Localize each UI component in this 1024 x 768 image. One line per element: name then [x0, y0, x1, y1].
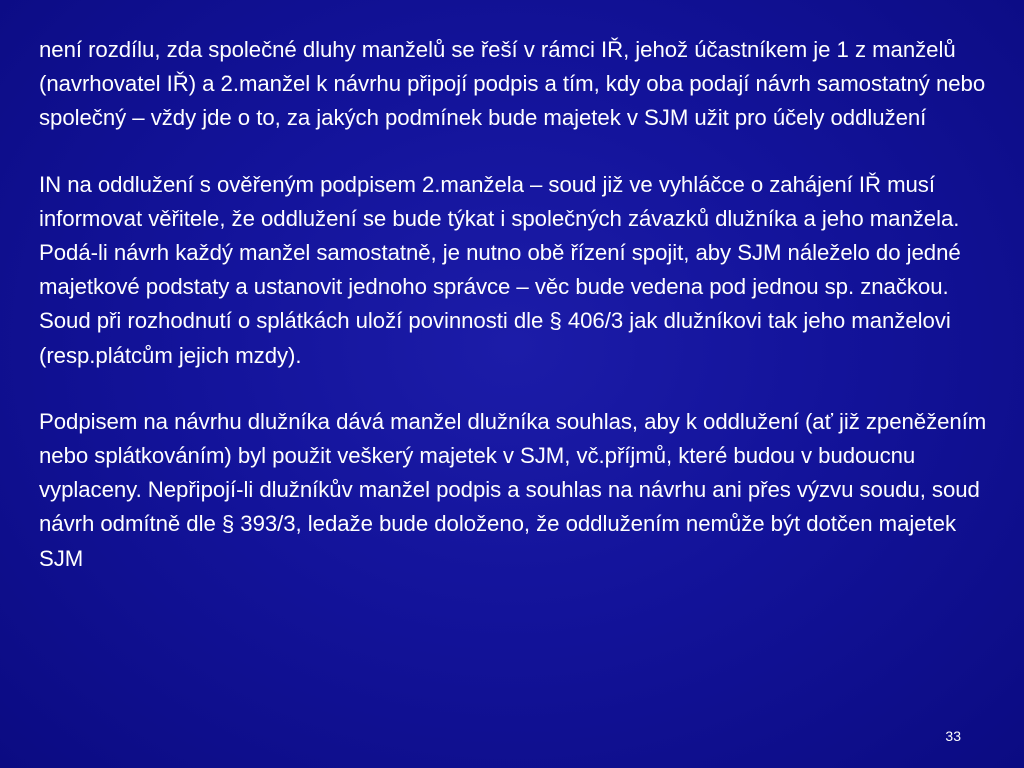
paragraph-spouse-consent: Podpisem na návrhu dlužníka dává manžel dlužníka souhlas, aby k oddlužení (ať již zpeněžením nebo splátkováním) byl použit veškerý majetek v SJM, vč.příjmů, které budou v budoucnu vyplaceny. Nepřipojí-li dlužníkův manžel podpis a souhlas na návrhu ani přes výzvu soudu, soud návrh odmítně dle § 393/3, ledaže bude doloženo, že oddlužením nemůže být dotčen majetek SJM: [39, 408, 987, 571]
slide-body: [39, 33, 989, 576]
paragraph-insolvency-petition: IN na oddlužení s ověřeným podpisem 2.manžela – soud již ve vyhláčce o zahájení IŘ musí informovat věřitele, že oddlužení se bude týkat i společných závazků dlužníka a jeho manžela. Podá-li návrh každý manžel samostatně, je nutno obě řízení spojit, aby SJM náleželo do jedné majetkové podstaty a ustanovit jednoho správce – věc bude vedena pod jednou sp. značkou. Soud při rozhodnutí o splátkách uloží povinnosti dle § 406/3 jak dlužníkovi tak jeho manželovi (resp.plátcům jejich mzdy).: [39, 171, 961, 368]
page-number: 33: [945, 728, 961, 744]
paragraph-joint-debts: není rozdílu, zda společné dluhy manželů se řeší v rámci IŘ, jehož účastníkem je 1 z manželů (navrhovatel IŘ) a 2.manžel k návrhu připojí podpis a tím, kdy oba podají návrh samostatný nebo společný – vždy jde o to, za jakých podmínek bude majetek v SJM užit pro účely oddlužení: [39, 37, 986, 131]
